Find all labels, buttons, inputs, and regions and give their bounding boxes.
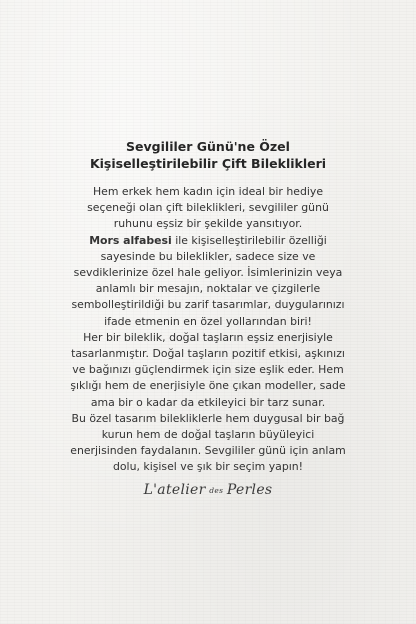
paragraph-3-text: Her bir bileklik, doğal taşların eşsiz enerjisiyle tasarlanmıştır. Doğal taşların pozitif etkisi, aşkınızı ve bağınızı güçlendirmek için size eşlik eder. Hem şıklığı hem de enerjisiyle öne çıkan modeller, sade ama bir o kadar da etkileyici bir tarz sunar.: [70, 330, 346, 409]
page-title: [0, 138, 416, 172]
brand-signature-logo: [0, 482, 416, 498]
paragraph-3: [70, 330, 346, 411]
paragraph-4: [70, 411, 346, 476]
paragraph-2-bold: Mors alfabesi: [89, 233, 172, 247]
description-body: [70, 184, 346, 476]
signature-part-2: des: [209, 486, 224, 495]
paragraph-2-text: ile kişiselleştirilebilir özelliği sayesinde bu bileklikler, sadece size ve sevdiklerinize özel hale geliyor. İsimlerinizin veya anlamlı bir mesajın, noktalar ve çizgilerle sembolleştirildiği bu zarif tasarımlar, duygularınızı ifade etmenin en özel yollarından biri!: [71, 233, 345, 328]
paragraph-1: [70, 184, 346, 233]
title-line-2: Kişiselleştirilebilir Çift Bileklikleri: [89, 156, 327, 171]
paragraph-4-text: Bu özel tasarım bilekliklerle hem duygusal bir bağ kurun hem de doğal taşların büyüleyici enerjisinden faydalanın. Sevgililer günü için anlam dolu, kişisel ve şık bir seçim yapın!: [70, 411, 346, 474]
signature-part-1: L'atelier: [143, 482, 206, 498]
paragraph-1-text: Hem erkek hem kadın için ideal bir hediye seçeneği olan çift bileklikleri, sevgililer günü ruhunu eşsiz bir şekilde yansıtıyor.: [87, 185, 329, 231]
paragraph-2: [70, 233, 346, 330]
title-line-1: Sevgililer Günü'ne Özel: [126, 139, 290, 154]
signature-part-3: Perles: [226, 482, 273, 498]
